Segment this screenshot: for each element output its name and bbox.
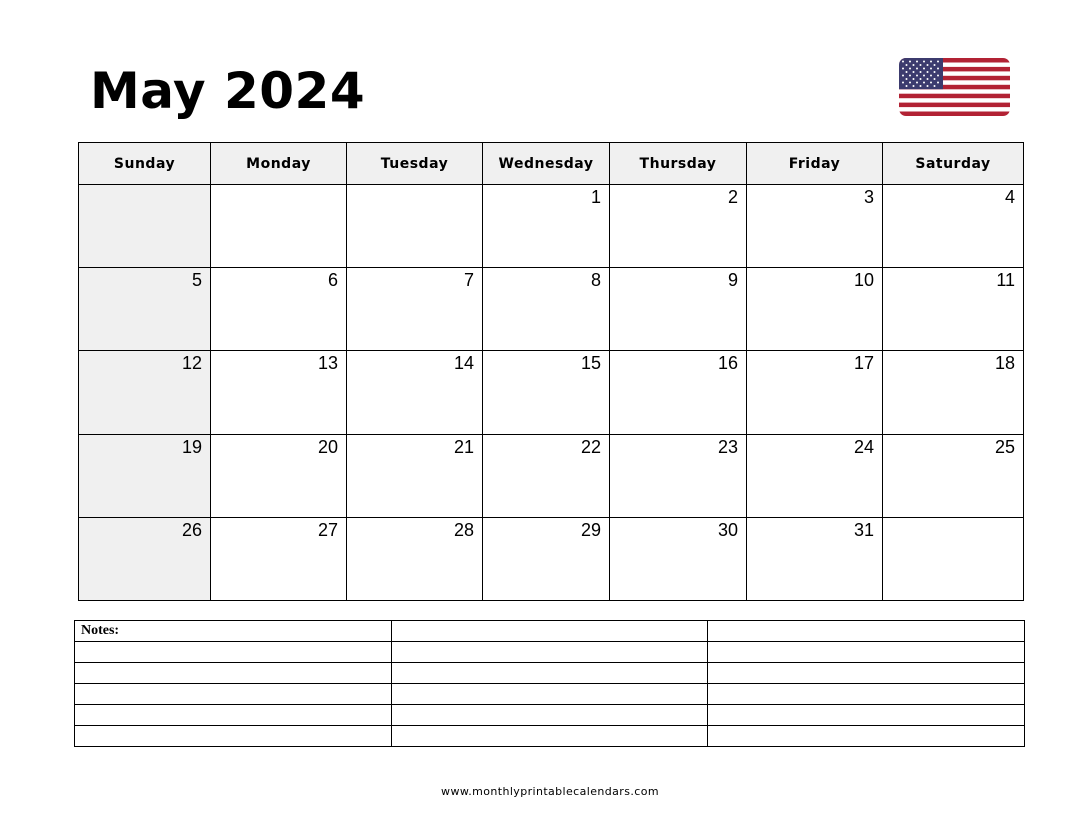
day-number: 4 (1004, 187, 1015, 207)
footer-url: www.monthlyprintablecalendars.com (441, 785, 659, 798)
day-cell (347, 434, 483, 517)
day-cell (610, 185, 747, 268)
notes-table (74, 620, 1025, 747)
day-number: 2 (727, 187, 738, 207)
day-number: 11 (996, 270, 1015, 291)
week-row (79, 351, 1024, 434)
day-number (347, 185, 482, 187)
day-number: 31 (853, 519, 874, 540)
day-number: 29 (580, 519, 601, 540)
notes-cell[interactable] (391, 621, 708, 642)
day-cell (347, 517, 483, 600)
notes-cell[interactable] (391, 684, 708, 705)
day-cell (883, 517, 1024, 600)
day-cell (483, 517, 610, 600)
notes-row (75, 705, 1025, 726)
day-number (79, 185, 210, 187)
day-cell (211, 185, 347, 268)
notes-cell[interactable] (708, 621, 1025, 642)
day-cell (347, 351, 483, 434)
weekday-header-row (79, 143, 1024, 185)
day-cell (747, 434, 883, 517)
day-number: 28 (453, 519, 474, 540)
day-number: 15 (580, 353, 601, 374)
day-number: 16 (717, 353, 738, 374)
weekday-thursday: Thursday (610, 143, 747, 185)
day-cell (747, 517, 883, 600)
day-number: 19 (181, 436, 202, 457)
day-number (883, 518, 1023, 520)
notes-cell[interactable] (391, 663, 708, 684)
notes-cell[interactable] (75, 705, 392, 726)
notes-cell[interactable] (75, 663, 392, 684)
day-cell (883, 185, 1024, 268)
day-number: 21 (453, 436, 474, 457)
notes-cell[interactable] (75, 726, 392, 747)
notes-cell[interactable] (75, 684, 392, 705)
notes-cell[interactable] (708, 663, 1025, 684)
day-cell (483, 434, 610, 517)
day-cell (79, 517, 211, 600)
day-number: 23 (717, 436, 738, 457)
day-number: 18 (994, 353, 1015, 374)
page-title: May 2024 (90, 62, 366, 120)
notes-row (75, 684, 1025, 705)
day-cell (610, 434, 747, 517)
day-cell (79, 434, 211, 517)
notes-cell[interactable] (75, 642, 392, 663)
notes-cell[interactable] (708, 705, 1025, 726)
day-cell (347, 268, 483, 351)
notes-row (75, 642, 1025, 663)
day-number: 7 (463, 270, 474, 291)
day-cell (883, 268, 1024, 351)
day-cell (747, 185, 883, 268)
day-number: 30 (717, 519, 738, 540)
week-row (79, 185, 1024, 268)
weekday-sunday: Sunday (79, 143, 211, 185)
day-cell (610, 517, 747, 600)
day-cell (883, 351, 1024, 434)
day-cell (610, 268, 747, 351)
day-number: 1 (590, 187, 601, 207)
day-cell (883, 434, 1024, 517)
weekday-monday: Monday (211, 143, 347, 185)
day-number: 8 (590, 270, 601, 291)
weekday-friday: Friday (747, 143, 883, 185)
day-cell (79, 185, 211, 268)
weekday-saturday: Saturday (883, 143, 1024, 185)
day-cell (610, 351, 747, 434)
notes-cell[interactable] (708, 642, 1025, 663)
day-number: 26 (181, 519, 202, 540)
notes-cell[interactable] (391, 642, 708, 663)
day-number: 20 (317, 436, 338, 457)
day-cell (211, 517, 347, 600)
day-cell (747, 351, 883, 434)
day-cell (211, 268, 347, 351)
day-cell (347, 185, 483, 268)
notes-cell[interactable] (708, 726, 1025, 747)
day-cell (79, 351, 211, 434)
day-cell (483, 185, 610, 268)
notes-row (75, 663, 1025, 684)
day-number: 13 (317, 353, 338, 374)
day-number: 22 (580, 436, 601, 457)
calendar-grid (78, 142, 1024, 601)
weekday-wednesday: Wednesday (483, 143, 610, 185)
day-cell (483, 268, 610, 351)
day-cell (79, 268, 211, 351)
day-number: 9 (727, 270, 738, 291)
week-row (79, 517, 1024, 600)
notes-cell[interactable] (708, 684, 1025, 705)
day-number (211, 185, 346, 187)
day-cell (747, 268, 883, 351)
day-number: 14 (453, 353, 474, 374)
week-row (79, 434, 1024, 517)
day-number: 24 (853, 436, 874, 457)
day-number: 12 (181, 353, 202, 374)
notes-row (75, 621, 1025, 642)
day-number: 27 (317, 519, 338, 540)
day-number: 5 (191, 270, 202, 291)
day-number: 6 (327, 270, 338, 291)
weekday-tuesday: Tuesday (347, 143, 483, 185)
day-cell (211, 434, 347, 517)
day-cell (483, 351, 610, 434)
us-flag-icon (899, 58, 1010, 116)
day-cell (211, 351, 347, 434)
day-number: 17 (853, 353, 874, 374)
notes-label: Notes: (75, 621, 392, 642)
day-number: 3 (863, 187, 874, 207)
day-number: 10 (853, 270, 874, 291)
notes-cell[interactable] (391, 726, 708, 747)
notes-cell[interactable] (391, 705, 708, 726)
day-number: 25 (994, 436, 1015, 457)
week-row (79, 268, 1024, 351)
notes-row (75, 726, 1025, 747)
